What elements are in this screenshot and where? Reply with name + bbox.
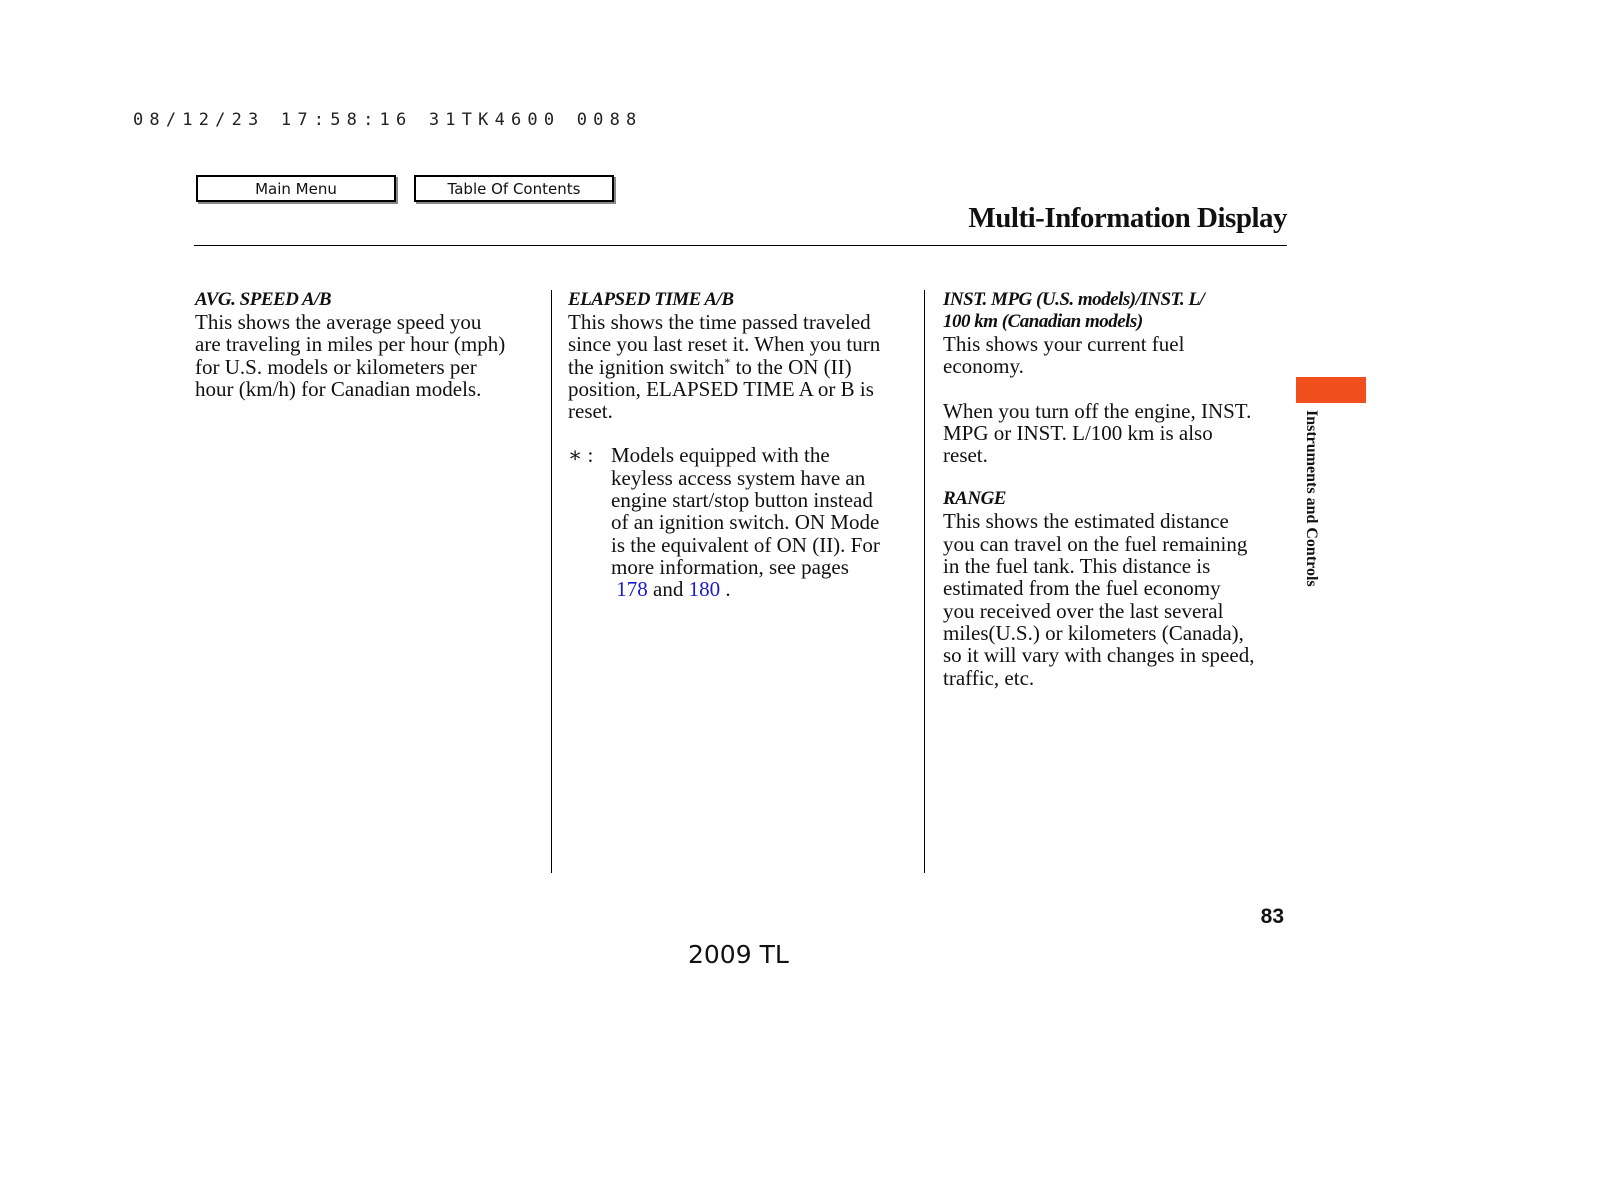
avg-speed-text-line: for U.S. models or kilometers per xyxy=(195,354,477,379)
inst-mpg-heading: 100 km (Canadian models) xyxy=(943,311,1143,332)
ignition-text: the ignition switch xyxy=(568,354,725,379)
and-text: and xyxy=(653,577,684,602)
footnote-line: of an ignition switch. ON Mode xyxy=(611,510,880,535)
model-label: 2009 TL xyxy=(688,940,789,969)
range-text-line: you can travel on the fuel remaining xyxy=(943,531,1248,556)
avg-speed-text-line: are traveling in miles per hour (mph) xyxy=(195,332,506,357)
inst-mpg-text-line: When you turn off the engine, INST. xyxy=(943,398,1252,423)
section-tab-marker xyxy=(1296,377,1366,403)
page-title: Multi-Information Display xyxy=(968,202,1287,234)
range-text-line: so it will vary with changes in speed, xyxy=(943,643,1255,668)
range-text-line: miles(U.S.) or kilometers (Canada), xyxy=(943,620,1244,645)
range-text-line: This shows the estimated distance xyxy=(943,509,1229,534)
footnote-links-line xyxy=(611,578,880,600)
footnote-mark: ∗ : xyxy=(568,443,594,468)
range-text-line: you received over the last several xyxy=(943,598,1224,623)
avg-speed-section xyxy=(195,289,540,400)
range-text-line: traffic, etc. xyxy=(943,665,1035,690)
footnote-line: more information, see pages xyxy=(611,554,849,579)
page-number: 83 xyxy=(1260,905,1284,928)
inst-mpg-section xyxy=(943,289,1293,689)
column-divider-2 xyxy=(924,290,925,873)
footnote-body xyxy=(611,444,880,600)
footnote-line: Models equipped with the xyxy=(611,443,830,468)
range-text-line: estimated from the fuel economy xyxy=(943,576,1221,601)
section-side-label: Instruments and Controls xyxy=(1303,410,1320,587)
title-divider xyxy=(194,245,1287,246)
range-text-line: in the fuel tank. This distance is xyxy=(943,554,1211,579)
footnote xyxy=(568,444,913,600)
avg-speed-text-line: hour (km/h) for Canadian models. xyxy=(195,376,482,401)
range-heading: RANGE xyxy=(943,488,1006,510)
elapsed-time-text-line: reset. xyxy=(568,399,613,424)
elapsed-time-text-line: since you last reset it. When you turn xyxy=(568,332,881,357)
avg-speed-text-line: This shows the average speed you xyxy=(195,310,482,334)
footnote-line: keyless access system have an xyxy=(611,465,866,490)
table-of-contents-button[interactable]: Table Of Contents xyxy=(414,175,614,202)
main-menu-button[interactable]: Main Menu xyxy=(196,175,396,202)
elapsed-time-heading: ELAPSED TIME A/B xyxy=(568,289,734,310)
page-link-178[interactable]: 178 xyxy=(616,577,648,602)
column-divider-1 xyxy=(551,290,552,873)
elapsed-time-text-line: position, ELAPSED TIME A or B is xyxy=(568,376,874,401)
footnote-line: engine start/stop button instead xyxy=(611,488,873,513)
page-link-180[interactable]: 180 xyxy=(688,577,721,602)
elapsed-time-section xyxy=(568,289,913,601)
footnote-line: is the equivalent of ON (II). For xyxy=(611,532,880,557)
inst-mpg-text-line: This shows your current fuel xyxy=(943,332,1185,356)
footnote-asterisk: * xyxy=(724,354,731,369)
inst-mpg-heading: INST. MPG (U.S. models)/INST. L/ xyxy=(943,289,1205,310)
elapsed-time-text-line xyxy=(568,356,913,378)
ignition-text-after: to the ON (II) xyxy=(730,354,852,379)
inst-mpg-text-line: reset. xyxy=(943,443,988,468)
period: . xyxy=(725,577,731,602)
avg-speed-heading: AVG. SPEED A/B xyxy=(195,289,332,310)
inst-mpg-text-line: MPG or INST. L/100 km is also xyxy=(943,420,1213,445)
elapsed-time-text-line: This shows the time passed traveled xyxy=(568,310,871,334)
inst-mpg-text-line: economy. xyxy=(943,354,1024,379)
print-stamp: 08/12/23 17:58:16 31TK4600 0088 xyxy=(133,110,643,130)
